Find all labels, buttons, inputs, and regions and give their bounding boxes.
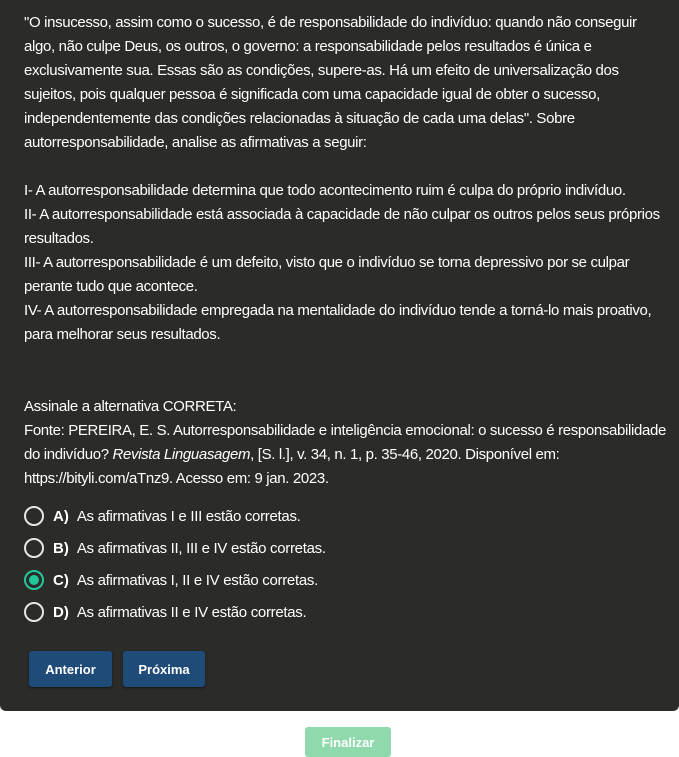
- instruction-text: Assinale a alternativa CORRETA:: [24, 398, 237, 415]
- option-text: As afirmativas I e III estão corretas.: [76, 507, 301, 525]
- source-text-start: Fonte: PEREIRA, E. S. Autorresponsabilidade e inteligência emocional: o sucesso é responsabilidade do indivíduo?: [24, 422, 666, 463]
- option-letter: A): [53, 507, 69, 525]
- option-d[interactable]: [24, 596, 671, 628]
- next-button[interactable]: Próxima: [123, 651, 205, 687]
- finish-button[interactable]: Finalizar: [305, 727, 391, 757]
- statement-2: II- A autorresponsabilidade está associada à capacidade de não culpar os outros pelos seus próprios resultados.: [24, 206, 660, 247]
- navigation-buttons: [29, 651, 205, 687]
- source-text-end: , [S. l.], v. 34, n. 1, p. 35-46, 2020. Disponível em: https://bityli.com/aTnz9. Acesso em: 9 jan. 2023.: [24, 446, 560, 487]
- radio-b[interactable]: [24, 538, 44, 558]
- radio-c-selected[interactable]: [24, 570, 44, 590]
- statement-1: I- A autorresponsabilidade determina que todo acontecimento ruim é culpa do próprio indivíduo.: [24, 182, 626, 199]
- source-citation: [24, 419, 671, 491]
- option-letter: B): [53, 539, 69, 557]
- answer-options: [24, 500, 671, 628]
- radio-d[interactable]: [24, 602, 44, 622]
- option-a[interactable]: [24, 500, 671, 532]
- option-text: As afirmativas II e IV estão corretas.: [76, 603, 307, 621]
- previous-button[interactable]: Anterior: [29, 651, 112, 687]
- statement-4: IV- A autorresponsabilidade empregada na mentalidade do indivíduo tende a torná-lo mais proativo, para melhorar seus resultados.: [24, 302, 652, 343]
- option-text: As afirmativas I, II e IV estão corretas.: [76, 571, 318, 589]
- option-letter: C): [53, 571, 69, 589]
- source-journal: Revista Linguasagem: [112, 446, 251, 463]
- option-b[interactable]: [24, 532, 671, 564]
- option-c[interactable]: [24, 564, 671, 596]
- statement-3: III- A autorresponsabilidade é um defeito, visto que o indivíduo se torna depressivo por se culpar perante tudo que acontece.: [24, 254, 630, 295]
- question-intro: "O insucesso, assim como o sucesso, é de responsabilidade do indivíduo: quando não conseguir algo, não culpe Deus, os outros, o governo: a responsabilidade pelos resultados é única e exclusivamente sua. Essas são as condições, supere-as. Há um efeito de universalização dos sujeitos, pois qualquer pessoa é significada com uma capacidade igual de obter o sucesso, independentemente das condições relacionadas à situação de cada uma delas". Sobre autorresponsabilidade, analise as afirmativas a seguir:: [24, 14, 637, 151]
- option-letter: D): [53, 603, 69, 621]
- radio-a[interactable]: [24, 506, 44, 526]
- option-text: As afirmativas II, III e IV estão corretas.: [76, 539, 326, 557]
